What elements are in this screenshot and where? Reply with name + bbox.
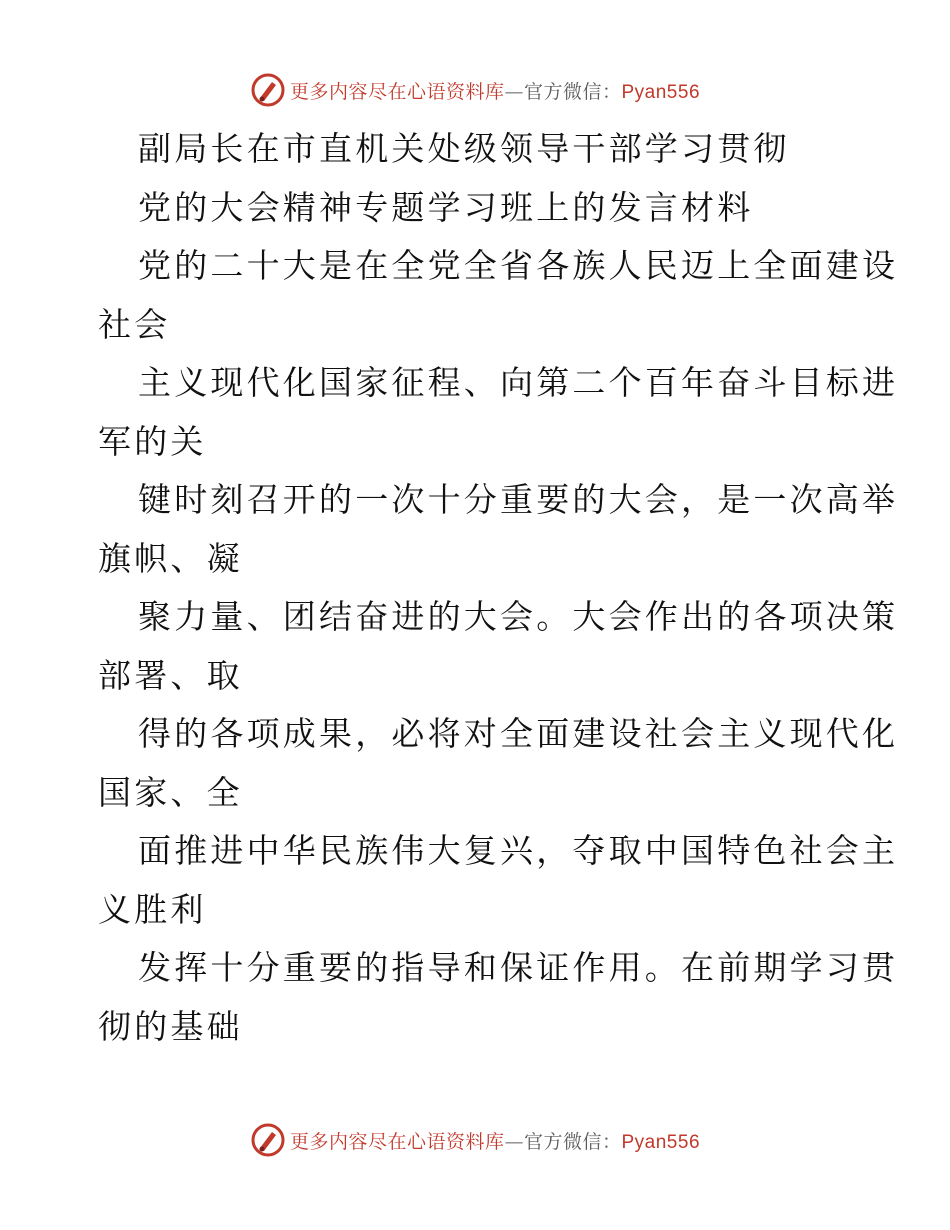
paragraph-line: 部署、取 xyxy=(98,655,243,695)
paragraph-line: 发挥十分重要的指导和保证作用。在前期学习贯 xyxy=(138,948,899,987)
paragraph-line: 国家、全 xyxy=(98,772,243,812)
pen-logo-icon xyxy=(250,72,286,108)
paragraph-line: 面推进中华民族伟大复兴，夺取中国特色社会主 xyxy=(138,831,899,870)
paragraph-line: 聚力量、团结奋进的大会。大会作出的各项决策 xyxy=(138,597,899,636)
title-line-2: 党的大会精神专题学习班上的发言材料 xyxy=(138,187,754,227)
paragraph-line: 义胜利 xyxy=(98,889,207,929)
header-banner xyxy=(0,70,950,110)
paragraph-line: 社会 xyxy=(98,304,171,344)
paragraph-line: 党的二十大是在全党全省各族人民迈上全面建设 xyxy=(138,246,899,285)
footer-banner-text: 更多内容尽在心语资料库—官方微信：Pyan556 xyxy=(289,1130,701,1153)
paragraph-line: 键时刻召开的一次十分重要的大会，是一次高举 xyxy=(138,480,899,519)
paragraph-line: 旗帜、凝 xyxy=(98,538,243,578)
paragraph-line: 主义现代化国家征程、向第二个百年奋斗目标进 xyxy=(138,363,899,402)
paragraph-line: 得的各项成果，必将对全面建设社会主义现代化 xyxy=(138,714,899,753)
header-banner-text: 更多内容尽在心语资料库—官方微信：Pyan556 xyxy=(289,80,701,103)
title-line-1: 副局长在市直机关处级领导干部学习贯彻 xyxy=(138,129,790,168)
pen-logo-icon xyxy=(250,1122,286,1158)
footer-banner xyxy=(0,1120,950,1160)
document-body xyxy=(98,120,899,1056)
paragraph-line: 军的关 xyxy=(98,421,207,461)
paragraph-line: 彻的基础 xyxy=(98,1006,243,1046)
